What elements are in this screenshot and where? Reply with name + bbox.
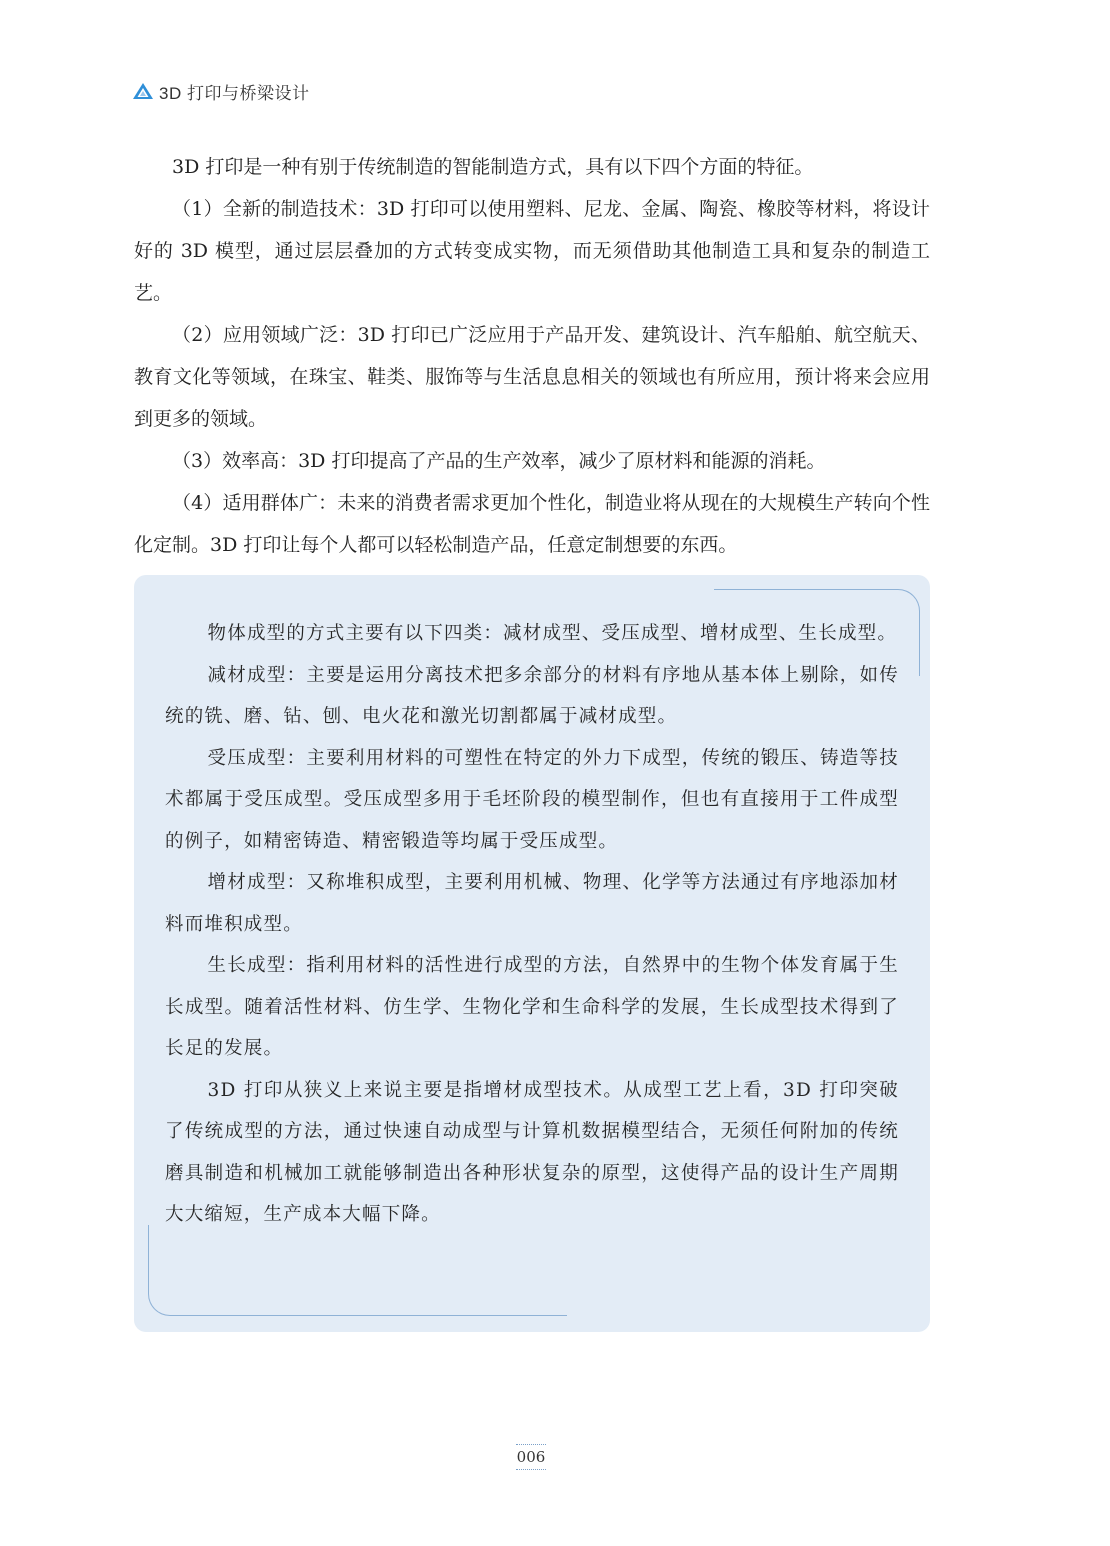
page-number: 006 [516,1448,546,1466]
body-text [134,146,930,566]
divider [516,1469,546,1470]
running-header [133,78,309,104]
body-paragraph: （2）应用领域广泛：3D 打印已广泛应用于产品开发、建筑设计、汽车船舶、航空航天、教育文化等领域，在珠宝、鞋类、服饰等与生活息息相关的领域也有所应用，预计将来会应用到更多的领域。 [134,324,930,430]
note-paragraph: 3D 打印从狭义上来说主要是指增材成型技术。从成型工艺上看，3D 打印突破了传统成型的方法，通过快速自动成型与计算机数据模型结合，无须任何附加的传统磨具制造和机械加工就能够制造出各种形状复杂的原型，这使得产品的设计生产周期大大缩短，生产成本大幅下降。 [165,1079,899,1225]
note-paragraph: 增材成型：又称堆积成型，主要利用机械、物理、化学等方法通过有序地添加材料而堆积成型。 [165,872,899,935]
note-text [165,613,899,1236]
note-paragraph: 减材成型：主要是运用分离技术把多余部分的材料有序地从基本体上剔除，如传统的铣、磨、钻、刨、电火花和激光切割都属于减材成型。 [165,664,899,727]
corner-decoration-bottom [148,1225,567,1316]
running-title: 3D 打印与桥梁设计 [159,83,310,103]
note-box [134,575,930,1332]
note-paragraph: 受压成型：主要利用材料的可塑性在特定的外力下成型，传统的锻压、铸造等技术都属于受压成型。受压成型多用于毛坯阶段的模型制作，但也有直接用于工件成型的例子，如精密铸造、精密锻造等均属于受压成型。 [165,747,899,852]
body-paragraph: （3）效率高：3D 打印提高了产品的生产效率，减少了原材料和能源的消耗。 [172,450,826,472]
body-paragraph: （4）适用群体广：未来的消费者需求更加个性化，制造业将从现在的大规模生产转向个性化定制。3D 打印让每个人都可以轻松制造产品，任意定制想要的东西。 [134,492,930,556]
body-paragraph: （1）全新的制造技术：3D 打印可以使用塑料、尼龙、金属、陶瓷、橡胶等材料，将设计好的 3D 模型，通过层层叠加的方式转变成实物，而无须借助其他制造工具和复杂的制造工艺。 [134,198,930,304]
body-paragraph: 3D 打印是一种有别于传统制造的智能制造方式，具有以下四个方面的特征。 [172,156,814,178]
note-paragraph: 物体成型的方式主要有以下四类：减材成型、受压成型、增材成型、生长成型。 [207,623,898,644]
note-paragraph: 生长成型：指利用材料的活性进行成型的方法，自然界中的生物个体发育属于生长成型。随着活性材料、仿生学、生物化学和生命科学的发展，生长成型技术得到了长足的发展。 [165,955,899,1059]
page-footer [516,1444,546,1470]
triangle-logo-icon [133,83,153,99]
